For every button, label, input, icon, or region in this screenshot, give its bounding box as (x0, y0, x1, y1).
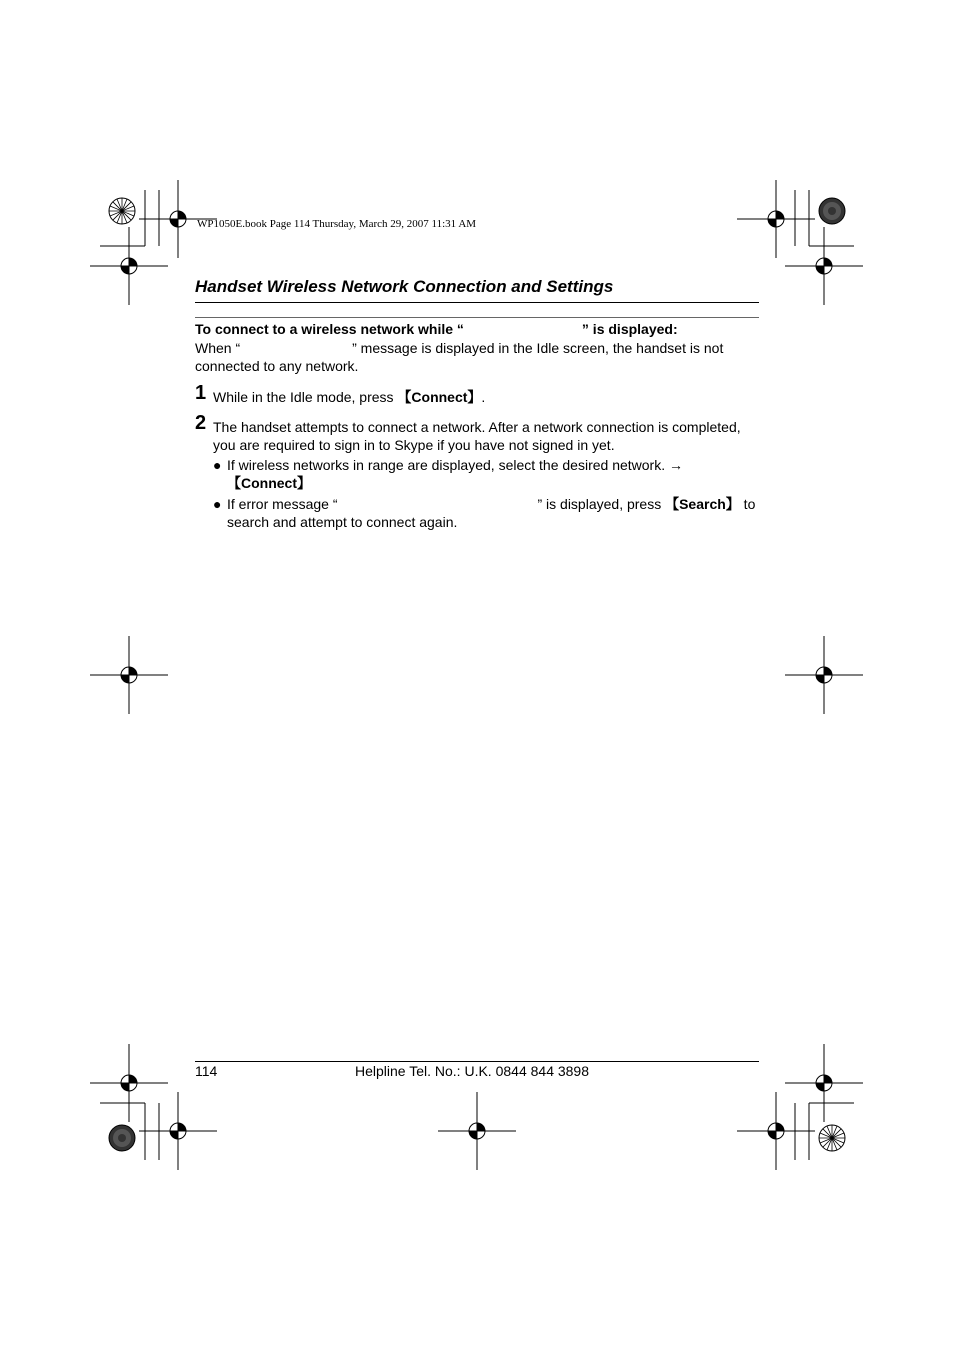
bullet-text: If wireless networks in range are displayed, select the desired network. → (227, 457, 683, 473)
footer-rule (195, 1061, 759, 1062)
registration-mark (785, 636, 863, 714)
registration-mark (785, 1044, 863, 1122)
starburst-mark-bottom-right (819, 1125, 845, 1151)
page-number: 114 (195, 1063, 218, 1079)
title-underline (195, 302, 759, 303)
registration-mark (90, 227, 168, 305)
intro-end: ” message is displayed in the Idle screen, the handset is not connected to any network. (195, 340, 724, 374)
registration-mark (785, 227, 863, 305)
registration-mark (438, 1092, 516, 1170)
registration-mark (90, 1044, 168, 1122)
starburst-mark-top-left (109, 198, 135, 224)
connect-key: 【Connect】 (397, 389, 482, 405)
registration-mark (737, 180, 815, 258)
book-file-info: WP1050E.book Page 114 Thursday, March 29, 2007 11:31 AM (197, 218, 477, 230)
dark-target-mark-bottom-left (109, 1125, 135, 1151)
section-title: Handset Wireless Network Connection and Settings (195, 277, 614, 296)
registration-mark (90, 636, 168, 714)
subheading-start: To connect to a wireless network while “ (195, 321, 464, 337)
helpline-text: Helpline Tel. No.: U.K. 0844 844 3898 (355, 1063, 590, 1079)
search-key: 【Search】 (665, 496, 740, 512)
intro-start: When “ (195, 340, 241, 356)
bullet-icon: ● (213, 496, 222, 512)
registration-mark (737, 1092, 815, 1170)
step-2-bullets (213, 456, 758, 534)
list-item (213, 495, 758, 531)
step-text: The handset attempts to connect a network. After a network connection is completed, you are required to sign in to Skype if you have not signed in yet. (213, 419, 741, 453)
subheading-end: ” is displayed: (581, 321, 678, 337)
intro-paragraph (195, 339, 755, 375)
step-number: 2 (195, 412, 207, 434)
connect-key: 【Connect】 (227, 475, 311, 491)
subhead-rule (195, 317, 759, 318)
bullet-text: If error message “ ” is displayed, press 【Search】 to search and attempt to connect again. (227, 496, 756, 530)
step-text: While in the Idle mode, press 【Connect】. (213, 389, 486, 405)
dark-target-mark-top-right (819, 198, 845, 224)
bullet-icon: ● (213, 457, 222, 473)
step-number: 1 (195, 382, 207, 404)
subheading (195, 321, 678, 337)
list-item (213, 456, 758, 492)
registration-mark (139, 1092, 217, 1170)
